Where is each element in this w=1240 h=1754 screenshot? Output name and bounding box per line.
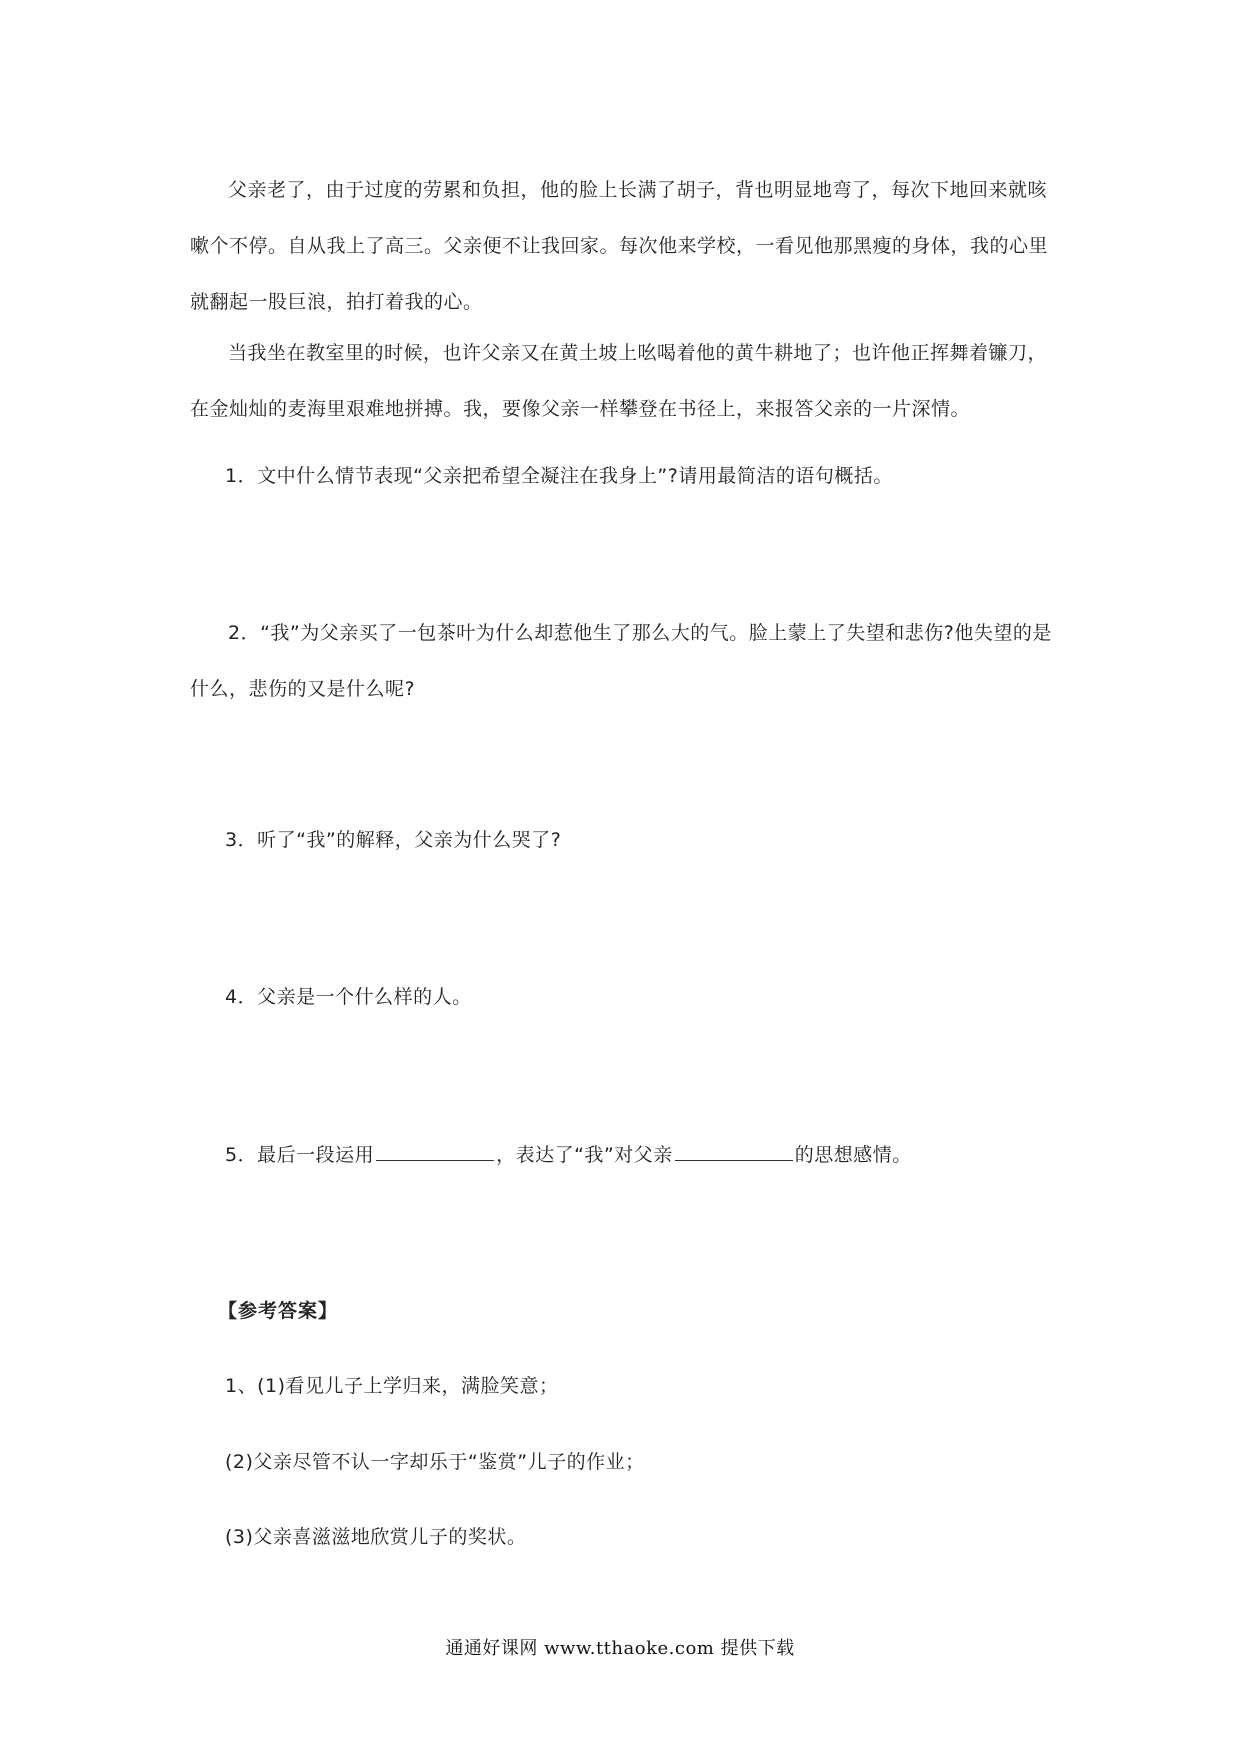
question-4: 4．父亲是一个什么样的人。 [225,986,472,1008]
answer-blank-1[interactable] [376,1142,494,1161]
question-5 [225,1139,1085,1171]
question-5-text-2: ，表达了“我”对父亲 [496,1144,673,1166]
question-5-text-3: 的思想感情。 [794,1144,912,1166]
question-3: 3．听了“我”的解释，父亲为什么哭了? [225,829,562,851]
answer-blank-2[interactable] [675,1142,793,1161]
answers-heading: 【参考答案】 [218,1300,339,1322]
question-2: 2．“我”为父亲买了一包茶叶为什么却惹他生了那么大的气。脸上蒙上了失望和悲伤?他失望的是什么，悲伤的又是什么呢? [190,622,1052,700]
question-5-text-1: 5．最后一段运用 [225,1144,375,1166]
question-1: 1．文中什么情节表现“父亲把希望全凝注在我身上”?请用最简洁的语句概括。 [225,465,893,487]
answer-3: (3)父亲喜滋滋地欣赏儿子的奖状。 [225,1526,527,1548]
answer-2: (2)父亲尽管不认一字却乐于“鉴赏”儿子的作业； [225,1451,645,1473]
passage-paragraph-1: 父亲老了，由于过度的劳累和负担，他的脸上长满了胡子，背也明显地弯了，每次下地回来就咳嗽个不停。自从我上了高三。父亲便不让我回家。每次他来学校，一看见他那黑瘦的身体，我的心里就翻起一股巨浪，拍打着我的心。 [190,179,1049,313]
passage-paragraph-2: 当我坐在教室里的时候，也许父亲又在黄土坡上吆喝着他的黄牛耕地了；也许他正挥舞着镰刀，在金灿灿的麦海里艰难地拼搏。我，要像父亲一样攀登在书径上，来报答父亲的一片深情。 [190,342,1048,420]
answer-1: 1、(1)看见儿子上学归来，满脸笑意； [225,1375,559,1397]
page-footer: 通通好课网 www.tthaoke.com 提供下载 [445,1638,795,1659]
